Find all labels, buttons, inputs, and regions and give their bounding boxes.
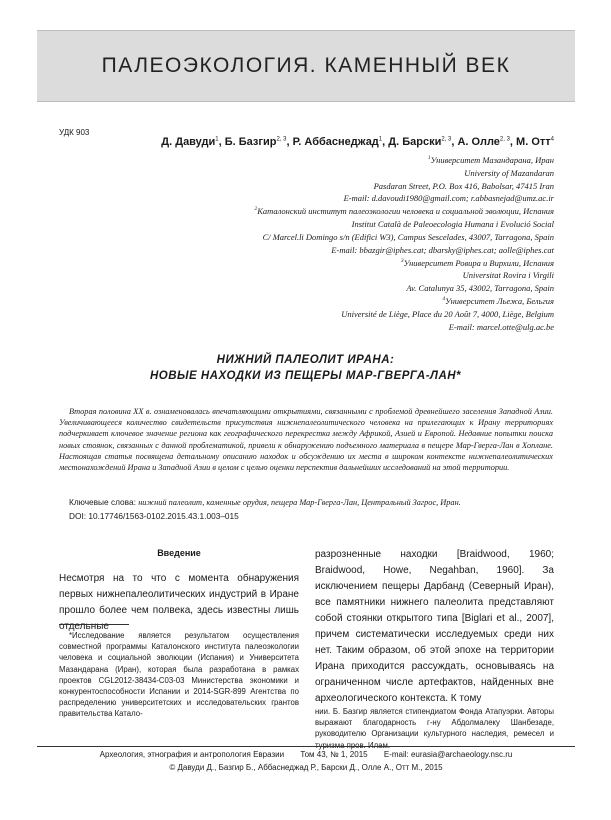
keywords-label: Ключевые слова:	[69, 497, 136, 507]
footer-divider	[37, 746, 575, 747]
author: Р. Аббаснеджад$^1$,	[292, 136, 389, 148]
affiliation-email: E-mail: bbazgir@iphes.cat; dbarsky@iphes.cat; aolle@iphes.cat	[331, 244, 554, 255]
keywords	[59, 497, 553, 507]
article-title-line2: НОВЫЕ НАХОДКИ ИЗ ПЕЩЕРЫ МАР-ГВЕРГА-ЛАН*	[149, 370, 462, 382]
footnote-continued: нии. Б. Базгир является стипендиатом Фонда Атапуэрки. Авторы выражают благодарность г-ну Абдолмалеку Шанбезаде, руководителю Организации культурного наследия, ремесел и туризма пров. Илам.	[315, 707, 554, 750]
affiliation-line: $^3$Университет Ровира и Вирхили, Испания	[400, 257, 554, 268]
udk-code: УДК 903	[59, 128, 90, 137]
article-title-line1: НИЖНИЙ ПАЛЕОЛИТ ИРАНА:	[216, 354, 395, 366]
author: Б. Базгир$^{2, 3}$,	[224, 136, 293, 148]
affiliation-line: Pasdaran Street, P.O. Box 416, Babolsar, 47415 Iran	[373, 180, 554, 191]
affiliation-email: E-mail: marcel.otte@ulg.ac.be	[448, 321, 554, 332]
keywords-list: нижний палеолит, каменные орудия, пещера Мар-Гверга-Лан, Центральный Загрос, Иран.	[138, 498, 461, 507]
affiliation-line: Av. Catalunya 35, 43002, Tarragona, Spain	[406, 283, 554, 294]
intro-heading: Введение	[157, 548, 201, 558]
author: Д. Давуди$^1$,	[161, 136, 225, 148]
copyright: © Давуди Д., Базгир Б., Аббаснеджад Р., Барски Д., Олле А., Отт М., 2015	[169, 763, 443, 772]
footnote-divider	[59, 624, 129, 625]
affiliation-line: Universitat Rovira i Virgili	[462, 270, 554, 281]
affiliation-line: University of Mazandaran	[464, 167, 554, 178]
journal-footer	[37, 750, 575, 759]
affiliation-email: E-mail: d.davoudi1980@gmail.com; r.abbasnejad@umz.ac.ir	[343, 193, 554, 204]
affiliation-line: $^1$Университет Мазандарана, Иран	[427, 154, 554, 165]
author: М. Отт$^4$	[516, 136, 554, 148]
author-list	[161, 136, 554, 148]
affiliation-line: Université de Liège, Place du 20 Août 7, 4000, Liège, Belgium	[341, 308, 554, 319]
footnote: *Исследование является результатом осуществления совместной программы Каталонского института палеоэкологии человека и социальной эволюции (Испания) и Университета Мазандарана (Иран), которая была разработана в рамках проектов CGL2012-38434-C03-03 Министерства экономики и конкурентоспособности Испании и 2014-SGR-899 Агентства по распределению университетских и исследовательских грантов правительства Катало-	[59, 631, 299, 719]
affiliation-line: $^4$Университет Льежа, Бельгия	[442, 295, 554, 306]
journal-email: E-mail: eurasia@archaeology.nsc.ru	[383, 750, 513, 759]
journal-volume: Том 43, № 1, 2015	[300, 750, 368, 759]
intro-paragraph-continued: разрозненные находки [Braidwood, 1960; Braidwood, Howe, Negahban, 1960]. За исключением пещеры Дарбанд (Северный Иран), все памятники нижнего палеолита представляют собой стоянки открытого типа [Biglari et al., 2007], причем систематически исследуемых среди них нет. Таким образом, об этой эпохе на территории Ирана приходится рассуждать, основываясь на ограниченном числе артефактов, найденных вне археологического контекста. К тому	[315, 549, 554, 704]
section-header-title: ПАЛЕОЭКОЛОГИЯ. КАМЕННЫЙ ВЕК	[101, 54, 511, 77]
affiliations	[34, 153, 554, 333]
intro-paragraph: Несмотря на то что с момента обнаружения первых нижнепалеолитических индустрий в Иране прошло более чем полвека, здесь известны лишь отдельные	[59, 573, 299, 632]
affiliation-line: Institut Català de Paleoecologia Humana i Evolució Social	[351, 218, 554, 229]
section-header	[37, 30, 575, 102]
journal-name: Археология, этнография и антропология Евразии	[99, 750, 285, 759]
author: Д. Барски$^{2, 3}$,	[388, 136, 458, 148]
author: А. Олле$^{2, 3}$,	[457, 136, 517, 148]
affiliation-line: $^2$Каталонский институт палеоэкологии человека и социальной эволюции, Испания	[254, 206, 554, 217]
doi: DOI: 10.17746/1563-0102.2015.43.1.003–015	[69, 511, 239, 521]
article-title	[60, 352, 551, 384]
abstract: Вторая половина XX в. ознаменовалась впечатляющими открытиями, связанными с проблемой древнейшего заселения Западной Азии. Увеличивающееся количество свидетельств присутствия нижнепалеолитического человека на прилегающих к Ирану территориях подчеркивает ключевое значение региона как географического перекрестка между Африкой, Азией и Европой. Недавние попытки поиска новых стоянок, связанных с данной проблематикой, привели к обнаружению подъемного материала в пещере Мар-Гверга-Лан в Хоплане. Настоящая статья посвящена детальному описанию находок и обсуждению их места в широком контексте нижнепалеолитических местонахождений Ирана и Западной Азии в целом с целью оценки перспектив дальнейших исследований на этой территории.	[59, 407, 553, 473]
affiliation-line: C/ Marcel.li Domingo s/n (Edifici W3), Campus Sescelades, 43007, Tarragona, Spain	[262, 231, 554, 242]
